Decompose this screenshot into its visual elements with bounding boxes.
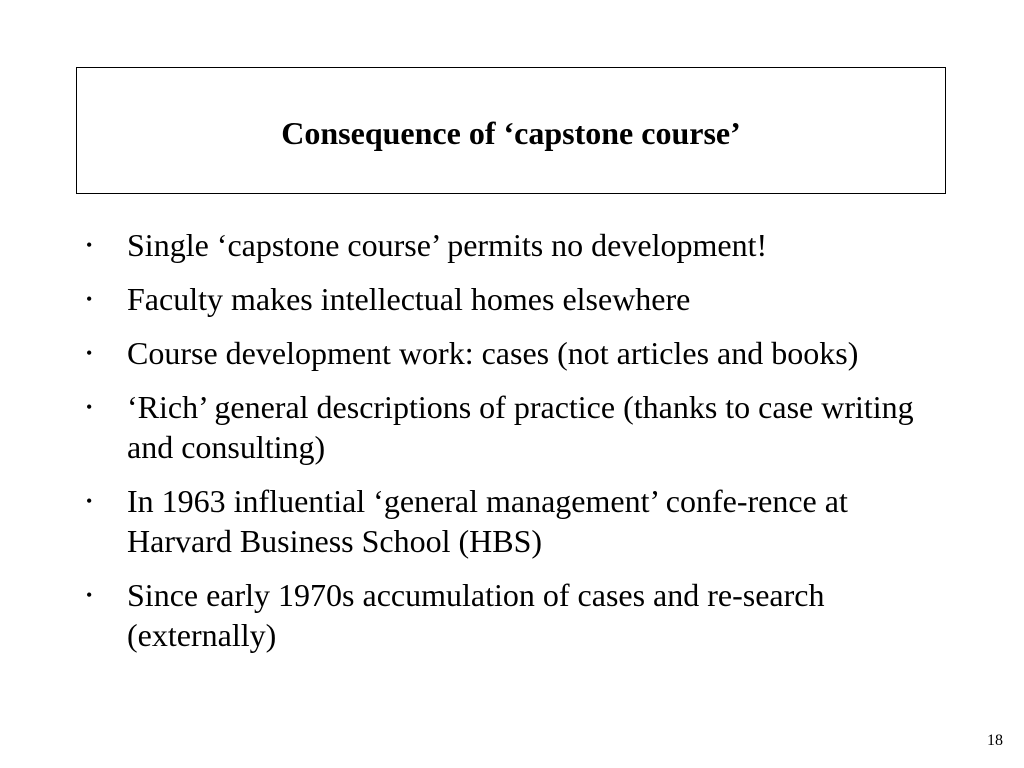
- bullet-text: Course development work: cases (not articles and books): [127, 335, 859, 371]
- bullet-item: [84, 575, 944, 655]
- bullet-icon: •: [86, 289, 93, 309]
- bullet-text: Since early 1970s accumulation of cases and re-search (externally): [127, 577, 825, 653]
- page-number: 18: [987, 732, 1003, 749]
- bullet-text: ‘Rich’ general descriptions of practice (thanks to case writing and consulting): [127, 389, 914, 465]
- title-box: [76, 67, 946, 194]
- bullet-text: Single ‘capstone course’ permits no development!: [127, 227, 768, 263]
- bullet-list: [84, 225, 944, 669]
- bullet-item: [84, 481, 944, 561]
- bullet-text: In 1963 influential ‘general management’ confe-rence at Harvard Business School (HBS): [127, 483, 848, 559]
- bullet-icon: •: [86, 343, 93, 363]
- bullet-icon: •: [86, 235, 93, 255]
- bullet-text: Faculty makes intellectual homes elsewhere: [127, 281, 691, 317]
- bullet-item: [84, 279, 944, 319]
- bullet-icon: •: [86, 585, 93, 605]
- slide-title: Consequence of ‘capstone course’: [281, 115, 741, 151]
- bullet-icon: •: [86, 397, 93, 417]
- bullet-icon: •: [86, 491, 93, 511]
- bullet-item: [84, 333, 944, 373]
- bullet-item: [84, 225, 944, 265]
- bullet-item: [84, 387, 944, 467]
